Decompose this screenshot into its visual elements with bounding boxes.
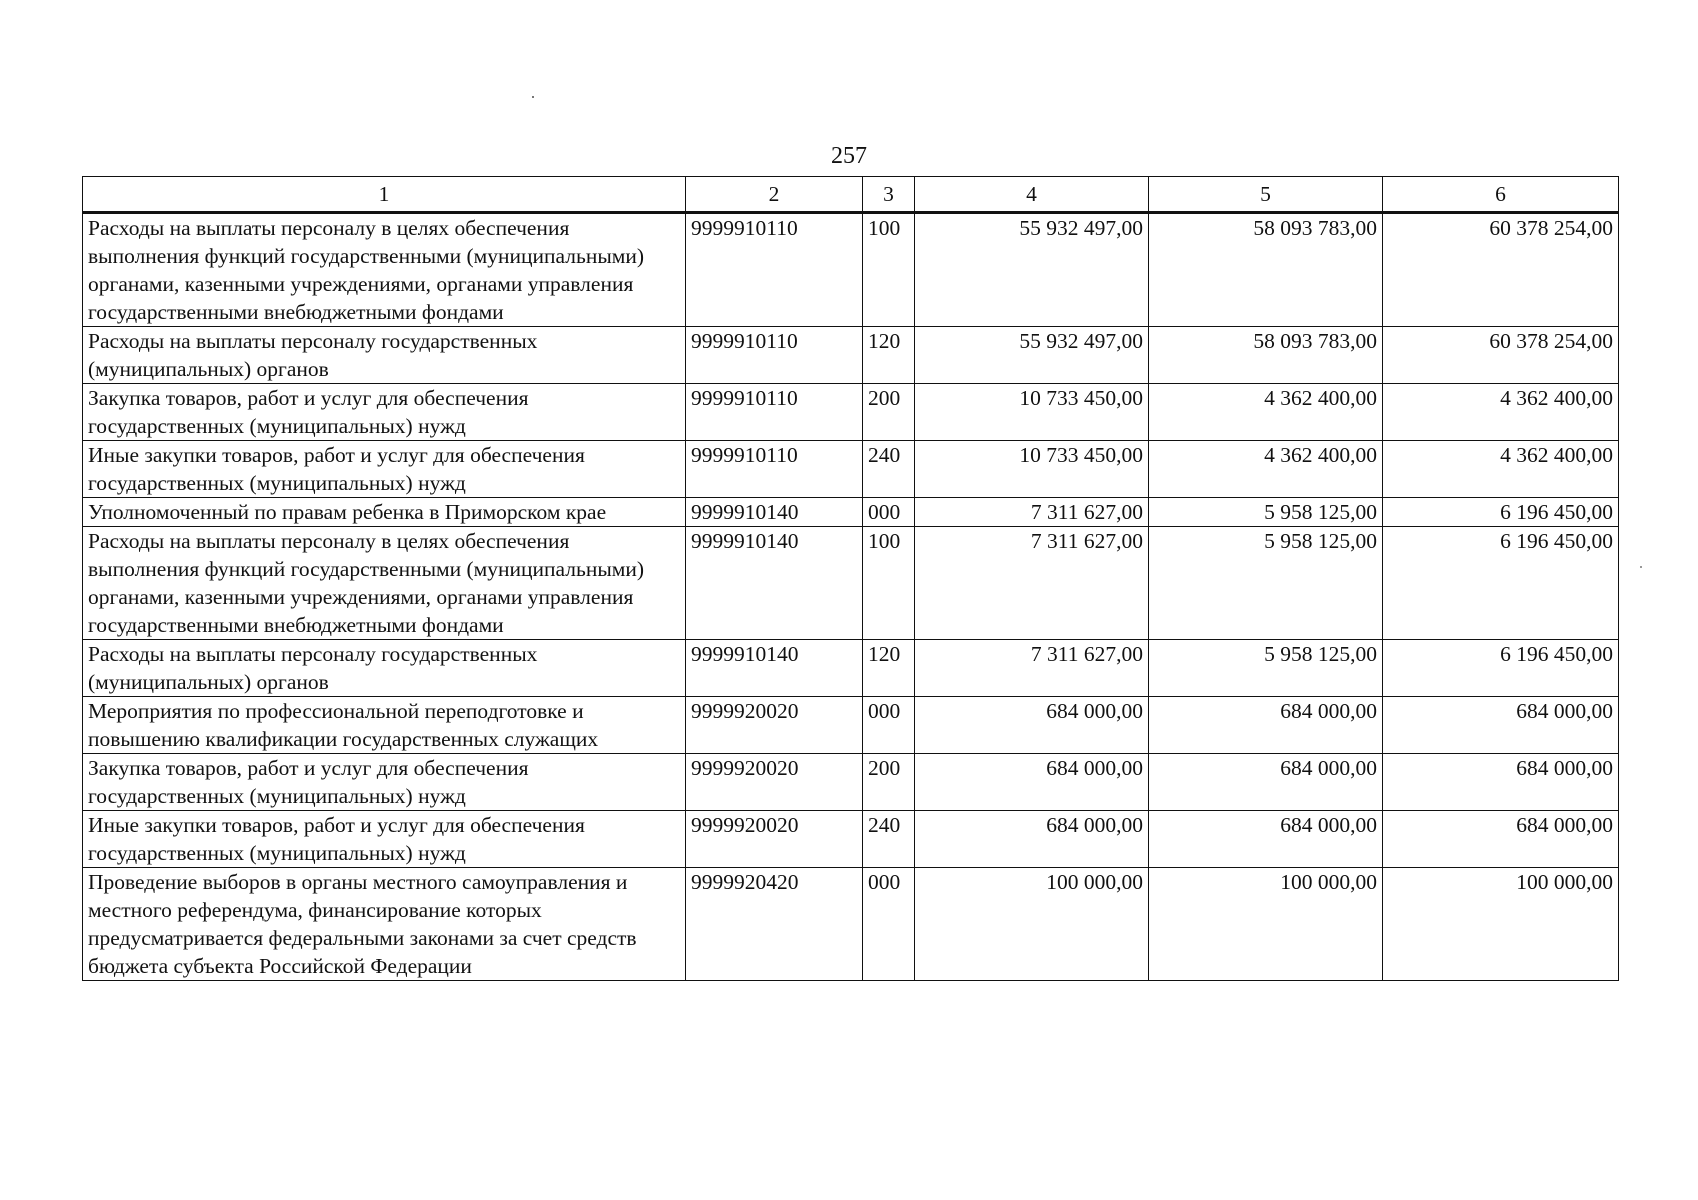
expense-name-cell: Иные закупки товаров, работ и услуг для обеспечения государственных (муниципальных) нужд bbox=[83, 811, 686, 868]
amount-column-6-cell: 60 378 254,00 bbox=[1383, 327, 1619, 384]
expense-type-code-cell: 100 bbox=[863, 213, 915, 327]
amount-column-4-cell: 10 733 450,00 bbox=[915, 441, 1149, 498]
amount-column-6-cell: 684 000,00 bbox=[1383, 697, 1619, 754]
target-article-code-cell: 9999910140 bbox=[686, 640, 863, 697]
amount-column-6-cell: 6 196 450,00 bbox=[1383, 527, 1619, 640]
expense-name-cell: Расходы на выплаты персоналу в целях обеспечения выполнения функций государственными (муниципальными) органами, казенными учреждениями, органами управления государственными внебюджетными фондами bbox=[83, 213, 686, 327]
table-row bbox=[83, 868, 1619, 981]
expense-name-cell: Закупка товаров, работ и услуг для обеспечения государственных (муниципальных) нужд bbox=[83, 754, 686, 811]
amount-column-6-cell: 684 000,00 bbox=[1383, 754, 1619, 811]
target-article-code-cell: 9999920020 bbox=[686, 754, 863, 811]
amount-column-6-cell: 6 196 450,00 bbox=[1383, 640, 1619, 697]
amount-column-5-cell: 4 362 400,00 bbox=[1149, 441, 1383, 498]
column-header: 5 bbox=[1149, 177, 1383, 213]
table-row bbox=[83, 213, 1619, 327]
target-article-code-cell: 9999910110 bbox=[686, 441, 863, 498]
expense-type-code-cell: 240 bbox=[863, 441, 915, 498]
target-article-code-cell: 9999910110 bbox=[686, 384, 863, 441]
expense-type-code-cell: 200 bbox=[863, 754, 915, 811]
expense-name-cell: Расходы на выплаты персоналу государственных (муниципальных) органов bbox=[83, 327, 686, 384]
table-row bbox=[83, 754, 1619, 811]
amount-column-6-cell: 100 000,00 bbox=[1383, 868, 1619, 981]
scan-speck bbox=[1640, 566, 1642, 568]
table-row bbox=[83, 441, 1619, 498]
column-header: 6 bbox=[1383, 177, 1619, 213]
amount-column-5-cell: 4 362 400,00 bbox=[1149, 384, 1383, 441]
amount-column-4-cell: 100 000,00 bbox=[915, 868, 1149, 981]
expense-type-code-cell: 000 bbox=[863, 498, 915, 527]
budget-table bbox=[82, 176, 1619, 981]
amount-column-5-cell: 684 000,00 bbox=[1149, 697, 1383, 754]
target-article-code-cell: 9999920420 bbox=[686, 868, 863, 981]
amount-column-4-cell: 7 311 627,00 bbox=[915, 498, 1149, 527]
amount-column-5-cell: 100 000,00 bbox=[1149, 868, 1383, 981]
expense-name-cell: Проведение выборов в органы местного самоуправления и местного референдума, финансирование которых предусматривается федеральными законами за счет средств бюджета субъекта Российской Федерации bbox=[83, 868, 686, 981]
amount-column-6-cell: 684 000,00 bbox=[1383, 811, 1619, 868]
amount-column-4-cell: 684 000,00 bbox=[915, 754, 1149, 811]
column-header: 4 bbox=[915, 177, 1149, 213]
amount-column-5-cell: 5 958 125,00 bbox=[1149, 527, 1383, 640]
target-article-code-cell: 9999910110 bbox=[686, 213, 863, 327]
expense-name-cell: Расходы на выплаты персоналу в целях обеспечения выполнения функций государственными (муниципальными) органами, казенными учреждениями, органами управления государственными внебюджетными фондами bbox=[83, 527, 686, 640]
amount-column-6-cell: 4 362 400,00 bbox=[1383, 384, 1619, 441]
expense-name-cell: Иные закупки товаров, работ и услуг для обеспечения государственных (муниципальных) нужд bbox=[83, 441, 686, 498]
target-article-code-cell: 9999920020 bbox=[686, 811, 863, 868]
table-row bbox=[83, 527, 1619, 640]
target-article-code-cell: 9999910140 bbox=[686, 527, 863, 640]
expense-type-code-cell: 120 bbox=[863, 640, 915, 697]
amount-column-5-cell: 58 093 783,00 bbox=[1149, 327, 1383, 384]
amount-column-5-cell: 5 958 125,00 bbox=[1149, 498, 1383, 527]
expense-name-cell: Расходы на выплаты персоналу государственных (муниципальных) органов bbox=[83, 640, 686, 697]
expense-type-code-cell: 120 bbox=[863, 327, 915, 384]
expense-type-code-cell: 000 bbox=[863, 697, 915, 754]
amount-column-6-cell: 60 378 254,00 bbox=[1383, 213, 1619, 327]
amount-column-4-cell: 55 932 497,00 bbox=[915, 213, 1149, 327]
target-article-code-cell: 9999910140 bbox=[686, 498, 863, 527]
table-row bbox=[83, 811, 1619, 868]
table-row bbox=[83, 498, 1619, 527]
column-header: 1 bbox=[83, 177, 686, 213]
amount-column-4-cell: 7 311 627,00 bbox=[915, 527, 1149, 640]
amount-column-4-cell: 55 932 497,00 bbox=[915, 327, 1149, 384]
expense-type-code-cell: 100 bbox=[863, 527, 915, 640]
amount-column-6-cell: 6 196 450,00 bbox=[1383, 498, 1619, 527]
amount-column-5-cell: 684 000,00 bbox=[1149, 754, 1383, 811]
amount-column-5-cell: 5 958 125,00 bbox=[1149, 640, 1383, 697]
expense-name-cell: Мероприятия по профессиональной переподготовке и повышению квалификации государственных служащих bbox=[83, 697, 686, 754]
expense-type-code-cell: 240 bbox=[863, 811, 915, 868]
expense-type-code-cell: 000 bbox=[863, 868, 915, 981]
amount-column-4-cell: 10 733 450,00 bbox=[915, 384, 1149, 441]
expense-name-cell: Уполномоченный по правам ребенка в Приморском крае bbox=[83, 498, 686, 527]
table-header-row bbox=[83, 177, 1619, 213]
amount-column-4-cell: 684 000,00 bbox=[915, 697, 1149, 754]
table-row bbox=[83, 384, 1619, 441]
target-article-code-cell: 9999910110 bbox=[686, 327, 863, 384]
table-row bbox=[83, 640, 1619, 697]
expense-name-cell: Закупка товаров, работ и услуг для обеспечения государственных (муниципальных) нужд bbox=[83, 384, 686, 441]
scan-speck bbox=[532, 96, 534, 98]
table-row bbox=[83, 697, 1619, 754]
amount-column-4-cell: 684 000,00 bbox=[915, 811, 1149, 868]
column-header: 2 bbox=[686, 177, 863, 213]
column-header: 3 bbox=[863, 177, 915, 213]
amount-column-6-cell: 4 362 400,00 bbox=[1383, 441, 1619, 498]
amount-column-5-cell: 684 000,00 bbox=[1149, 811, 1383, 868]
expense-type-code-cell: 200 bbox=[863, 384, 915, 441]
page-number: 257 bbox=[831, 143, 867, 169]
amount-column-4-cell: 7 311 627,00 bbox=[915, 640, 1149, 697]
amount-column-5-cell: 58 093 783,00 bbox=[1149, 213, 1383, 327]
target-article-code-cell: 9999920020 bbox=[686, 697, 863, 754]
table-row bbox=[83, 327, 1619, 384]
